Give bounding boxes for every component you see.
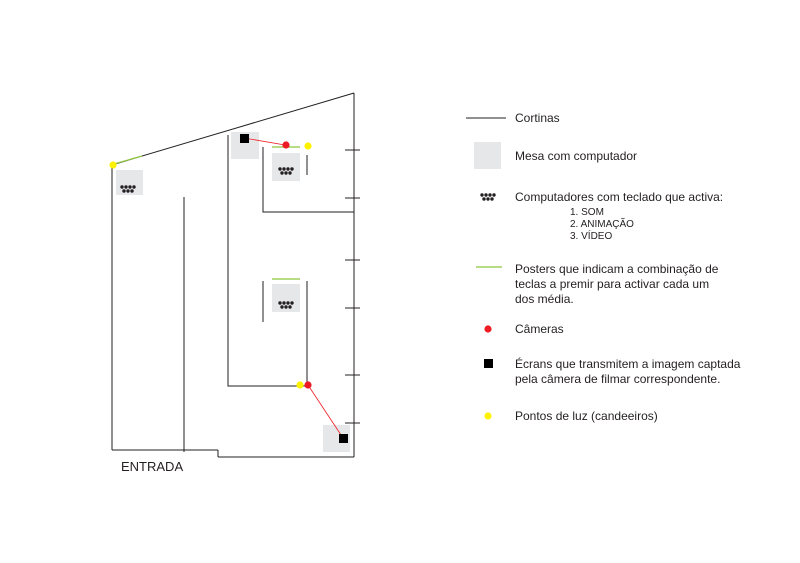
legend-posters-line: dos média. [515,292,574,306]
poster-entrance [114,156,142,164]
legend-mode-item: 3. VÍDEO [570,231,613,242]
entrance-label: ENTRADA [121,459,184,474]
legend-posters-line: teclas a premir para activar cada um [515,277,710,291]
legend-lights-label: Pontos de luz (candeeiros) [515,409,658,423]
legend-computers-label: Computadores com teclado que activa: [515,190,724,204]
legend-camera-icon [484,325,491,332]
legend-screens-line: Écrans que transmitem a imagem captada [515,357,741,371]
light-icon [296,381,303,388]
legend-screens-line: pela câmera de filmar correspondente. [515,372,721,386]
legend-cameras-label: Câmeras [515,322,564,336]
screen-icon [240,134,249,143]
legend-desk-symbol [474,142,501,169]
legend-light-icon [484,412,491,419]
camera-icon [304,381,311,388]
computer-keyboards [120,167,293,308]
legend-mode-item: 1. SOM [570,207,604,218]
legend-mode-item: 2. ANIMAÇÃO [570,219,634,230]
screen-icon [339,434,348,443]
camera-icon [282,141,289,148]
legend-desk-label: Mesa com computador [515,149,638,163]
desks [116,132,350,452]
legend-computer-icon [480,193,495,200]
desk [272,153,300,181]
legend-posters-line: Posters que indicam a combinação de [515,262,719,276]
light-icon [109,161,116,168]
legend-symbols [466,118,506,420]
legend-curtains-label: Cortinas [515,111,560,125]
light-icon [304,142,311,149]
legend-screen-icon [484,359,493,368]
